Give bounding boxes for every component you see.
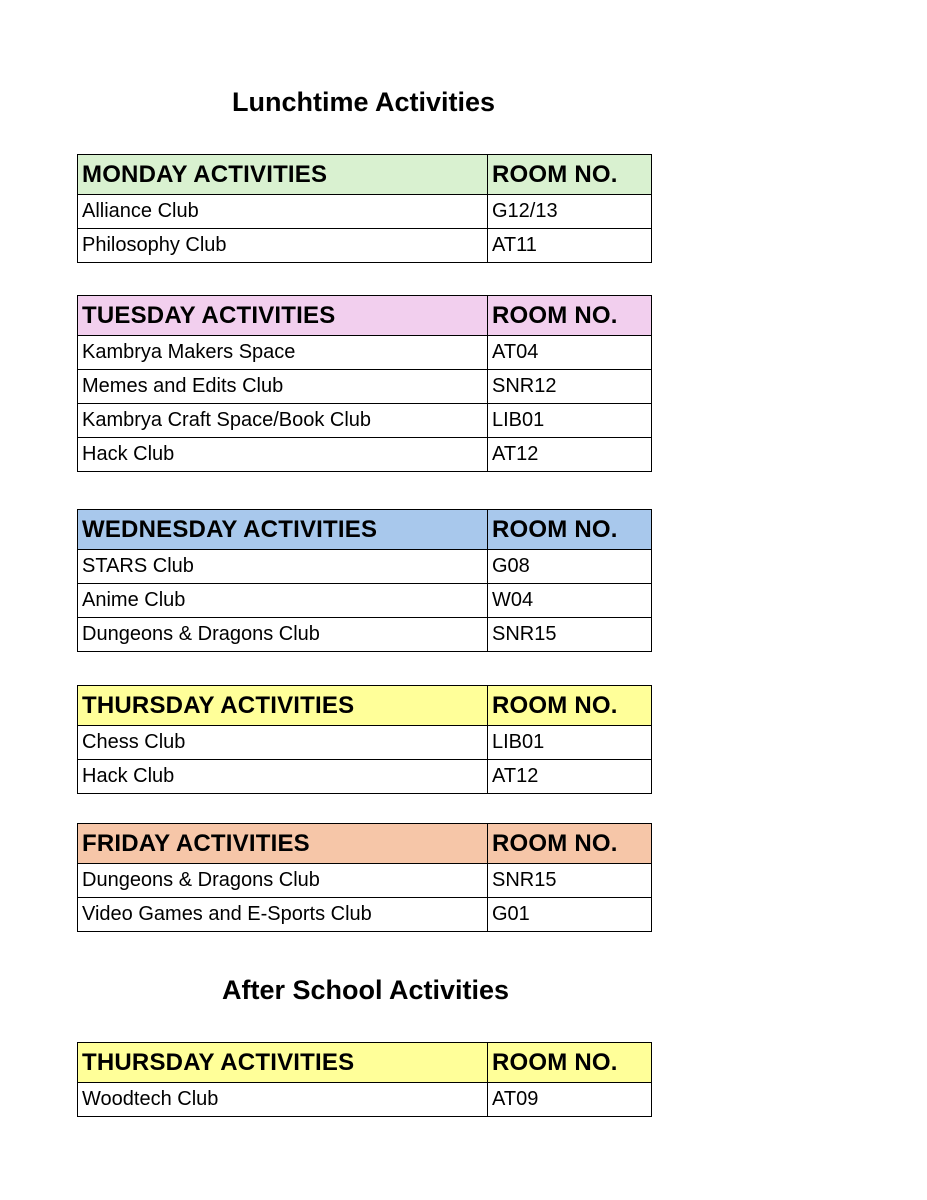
room-number: AT04 <box>488 336 652 370</box>
table-row <box>78 195 652 229</box>
activity-name: Hack Club <box>78 760 488 794</box>
table-row <box>78 550 652 584</box>
tuesday-header-row <box>78 296 652 336</box>
room-number: SNR12 <box>488 370 652 404</box>
activity-name: Hack Club <box>78 438 488 472</box>
room-number: G08 <box>488 550 652 584</box>
room-no-header: ROOM NO. <box>488 686 652 726</box>
wednesday-table <box>77 509 652 652</box>
table-row <box>78 229 652 263</box>
room-number: SNR15 <box>488 618 652 652</box>
table-row <box>78 1083 652 1117</box>
room-number: AT09 <box>488 1083 652 1117</box>
after-school-title: After School Activities <box>222 975 510 1005</box>
wednesday-header-row <box>78 510 652 550</box>
monday-header-row <box>78 155 652 195</box>
tuesday-table <box>77 295 652 472</box>
activity-name: Video Games and E-Sports Club <box>78 898 488 932</box>
table-row <box>78 726 652 760</box>
friday-header-row <box>78 824 652 864</box>
room-no-header: ROOM NO. <box>488 155 652 195</box>
monday-table <box>77 154 652 263</box>
table-row <box>78 438 652 472</box>
after-school-thursday-table <box>77 1042 652 1117</box>
activity-name: Kambrya Craft Space/Book Club <box>78 404 488 438</box>
table-row <box>78 370 652 404</box>
room-number: LIB01 <box>488 404 652 438</box>
table-row <box>78 584 652 618</box>
table-row <box>78 898 652 932</box>
activity-name: Memes and Edits Club <box>78 370 488 404</box>
activity-name: Dungeons & Dragons Club <box>78 618 488 652</box>
friday-heading: FRIDAY ACTIVITIES <box>78 824 488 864</box>
after-school-thursday-header-row <box>78 1043 652 1083</box>
tuesday-heading: TUESDAY ACTIVITIES <box>78 296 488 336</box>
wednesday-heading: WEDNESDAY ACTIVITIES <box>78 510 488 550</box>
room-no-header: ROOM NO. <box>488 1043 652 1083</box>
thursday-table <box>77 685 652 794</box>
table-row <box>78 336 652 370</box>
monday-heading: MONDAY ACTIVITIES <box>78 155 488 195</box>
room-number: G12/13 <box>488 195 652 229</box>
room-no-header: ROOM NO. <box>488 824 652 864</box>
lunchtime-title: Lunchtime Activities <box>232 87 496 117</box>
room-number: AT12 <box>488 760 652 794</box>
activity-name: Chess Club <box>78 726 488 760</box>
activity-name: STARS Club <box>78 550 488 584</box>
activity-name: Anime Club <box>78 584 488 618</box>
room-number: AT12 <box>488 438 652 472</box>
activity-name: Alliance Club <box>78 195 488 229</box>
room-number: G01 <box>488 898 652 932</box>
table-row <box>78 618 652 652</box>
room-number: LIB01 <box>488 726 652 760</box>
table-row <box>78 760 652 794</box>
friday-table <box>77 823 652 932</box>
room-number: W04 <box>488 584 652 618</box>
thursday-header-row <box>78 686 652 726</box>
activity-name: Dungeons & Dragons Club <box>78 864 488 898</box>
table-row <box>78 404 652 438</box>
room-no-header: ROOM NO. <box>488 510 652 550</box>
activity-name: Kambrya Makers Space <box>78 336 488 370</box>
activity-name: Woodtech Club <box>78 1083 488 1117</box>
thursday-heading: THURSDAY ACTIVITIES <box>78 686 488 726</box>
activity-name: Philosophy Club <box>78 229 488 263</box>
after-school-thursday-heading: THURSDAY ACTIVITIES <box>78 1043 488 1083</box>
table-row <box>78 864 652 898</box>
room-number: AT11 <box>488 229 652 263</box>
room-no-header: ROOM NO. <box>488 296 652 336</box>
room-number: SNR15 <box>488 864 652 898</box>
